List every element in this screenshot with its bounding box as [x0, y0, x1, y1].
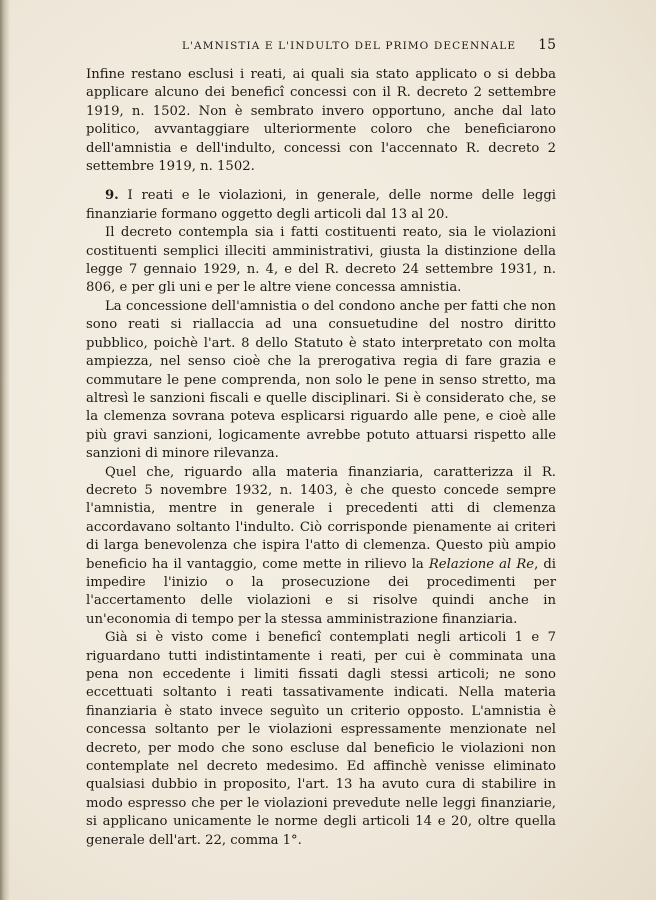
paragraph-text: , di impedire l'inizio o la prosecuzione dei procedimenti per l'accertamento delle violazioni e si risolve quindi anche in un'economia di tempo per la stessa amministrazione finanziaria. [86, 556, 556, 627]
paragraph: Già si è visto come i beneficî contemplati negli articoli 1 e 7 riguardano tutti indistintamente i reati, per cui è comminata una pena non eccedente i limiti fissati dagli stessi articoli; ne sono eccettuati soltanto i reati tassativamente indicati. Nella materia finanziaria è stato invece seguìto un criterio opposto. L'amnistia è concessa soltanto per le violazioni espressamente menzionate nel decreto, per modo che sono escluse dal beneficio le violazioni non contemplate nel decreto medesimo. Ed affinchè venisse eliminato qualsiasi dubbio in proposito, l'art. 13 ha avuto cura di stabilire in modo espresso che per le violazioni prevedute nelle leggi finanziarie, si applicano unicamente le norme degli articoli 14 e 20, oltre quella generale dell'art. 22, comma 1°. [86, 630, 556, 848]
page-gutter-shadow [0, 0, 10, 900]
running-header [86, 38, 556, 56]
section-number: 9. [105, 188, 119, 204]
paragraph-text: Quel che, riguardo alla materia finanziaria, caratterizza il R. decreto 5 novembre 1932, n. 1403, è che questo concede sempre l'amnistia, mentre in generale i precedenti atti di clemenza accordavano soltanto l'indulto. Ciò corrisponde pienamente ai criteri di larga benevolenza che ispira l'atto di clemenza. Questo più ampio beneficio ha il vantaggio, come mette in rilievo la [86, 464, 556, 572]
page-number: 15 [538, 37, 556, 53]
italic-reference: Relazione al Re [428, 556, 535, 572]
paragraph: La concessione dell'amnistia o del condono anche per fatti che non sono reati si riallaccia ad una consuetudine del nostro diritto pubblico, poichè l'art. 8 dello Statuto è stato interpretato con molta ampiezza, nel senso cioè che la prerogativa regia di fare grazia e commutare le pene comprenda, non solo le pene in senso stretto, ma altresì le sanzioni fiscali e quelle disciplinari. Si è considerato che, se la clemenza sovrana poteva esplicarsi riguardo alle pene, e cioè alle più gravi sanzioni, logicamente avrebbe potuto attuarsi rispetto alle sanzioni di minore rilevanza. [86, 298, 556, 462]
section-9-paragraph [86, 187, 556, 224]
section-9-text: I reati e le violazioni, in generale, delle norme delle leggi finanziarie formano oggetto degli articoli dal 13 al 20. [86, 188, 556, 222]
page-bottom-margin [0, 840, 656, 900]
body-text [86, 66, 556, 850]
paragraph: Il decreto contempla sia i fatti costituenti reato, sia le violazioni costituenti semplici illeciti amministrativi, giusta la distinzione della legge 7 gennaio 1929, n. 4, e del R. decreto 24 settembre 1931, n. 806, e per gli uni e per le altre viene concessa amnistia. [86, 225, 556, 296]
running-header-title: L'AMNISTIA E L'INDULTO DEL PRIMO DECENNALE [182, 40, 517, 52]
paragraph-continuation: Infine restano esclusi i reati, ai quali sia stato applicato o si debba applicare alcuno dei beneficî concessi con il R. decreto 2 settembre 1919, n. 1502. Non è sembrato invero opportuno, anche dal lato politico, avvantaggiare ulteriormente coloro che beneficiarono dell'amnistia e dell'indulto, concessi con l'accennato R. decreto 2 settembre 1919, n. 1502. [86, 67, 556, 175]
paragraph [86, 464, 556, 630]
